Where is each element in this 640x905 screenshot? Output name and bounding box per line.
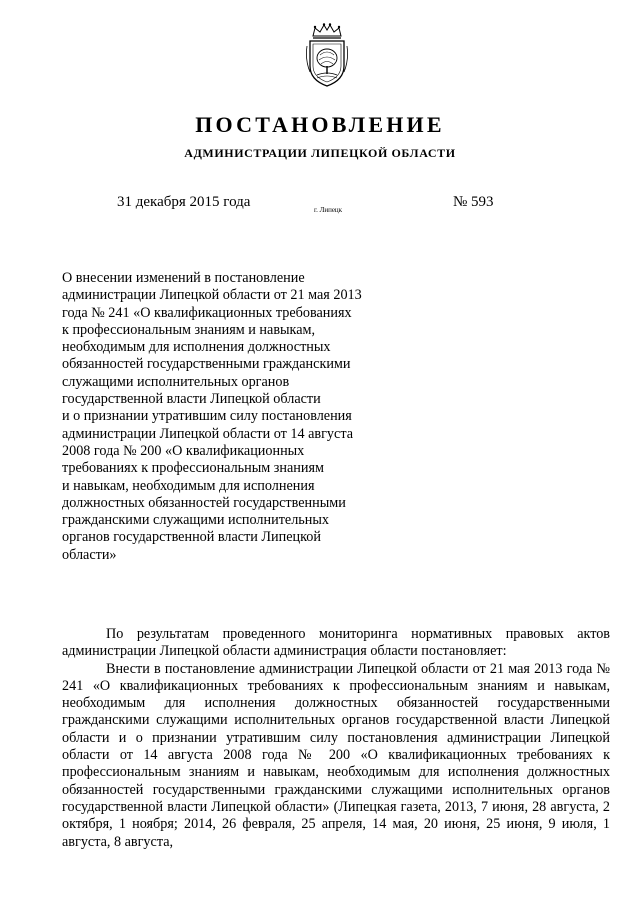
body-paragraph-resolution: Внести в постановление администрации Липецкой области от 21 мая 2013 года № 241 «О квалификационных требованиях к профессиональным знаниям и навыкам, необходимым для исполнения должностных обязанностей государственными гражданскими служащими исполнительных органов государственной власти Липецкой области и о признании утратившим силу постановления администрации Липецкой области от 14 августа 2008 года № 200 «О квалификационных требованиях к профессиональным знаниям и навыкам, необходимым для исполнения должностных обязанностей государственными гражданскими служащими исполнительных органов государственной власти Липецкой области» (Липецкая газета, 2013, 7 июня, 28 августа, 2 октября, 1 ноября; 2014, 26 февраля, 25 апреля, 14 мая, 20 июня, 25 июня, 9 июля, 1 августа, 8 августа, xyxy=(62,660,610,850)
heading-line: государственной власти Липецкой области xyxy=(62,391,321,408)
heading-line: служащими исполнительных органов xyxy=(62,373,290,390)
document-date: 31 декабря 2015 года xyxy=(117,194,251,210)
document-heading xyxy=(62,270,392,564)
document-number: № 593 xyxy=(453,194,494,210)
coat-of-arms-emblem xyxy=(305,22,349,88)
document-body xyxy=(62,626,610,851)
heading-line: обязанностей государственными гражданскими xyxy=(62,356,351,373)
heading-line: должностных обязанностей государственными xyxy=(62,494,346,511)
heading-line: необходимым для исполнения должностных xyxy=(62,339,331,356)
heading-line: к профессиональным знаниям и навыкам, xyxy=(62,321,316,338)
heading-line: 2008 года № 200 «О квалификационных xyxy=(62,442,305,459)
heading-line: и навыкам, необходимым для исполнения xyxy=(62,477,315,494)
heading-line: О внесении изменений в постановление xyxy=(62,270,305,286)
body-paragraph-preamble: По результатам проведенного мониторинга нормативных правовых актов администрации Липецкой области администрация области постановляет: xyxy=(62,626,610,660)
heading-line: области» xyxy=(62,546,117,563)
document-title: ПОСТАНОВЛЕНИЕ xyxy=(195,112,445,137)
heading-line: органов государственной власти Липецкой xyxy=(62,529,321,546)
heading-line: администрации Липецкой области от 21 мая 2013 xyxy=(62,287,362,304)
heading-line: администрации Липецкой области от 14 августа xyxy=(62,425,353,442)
heading-line: требованиях к профессиональным знаниям xyxy=(62,460,324,477)
document-subtitle: АДМИНИСТРАЦИИ ЛИПЕЦКОЙ ОБЛАСТИ xyxy=(184,146,456,160)
heading-line: и о признании утратившим силу постановления xyxy=(62,408,352,425)
heading-line: гражданскими служащими исполнительных xyxy=(62,512,329,529)
document-city: г. Липецк xyxy=(314,206,343,214)
heading-line: года № 241 «О квалификационных требованиях xyxy=(62,304,352,321)
